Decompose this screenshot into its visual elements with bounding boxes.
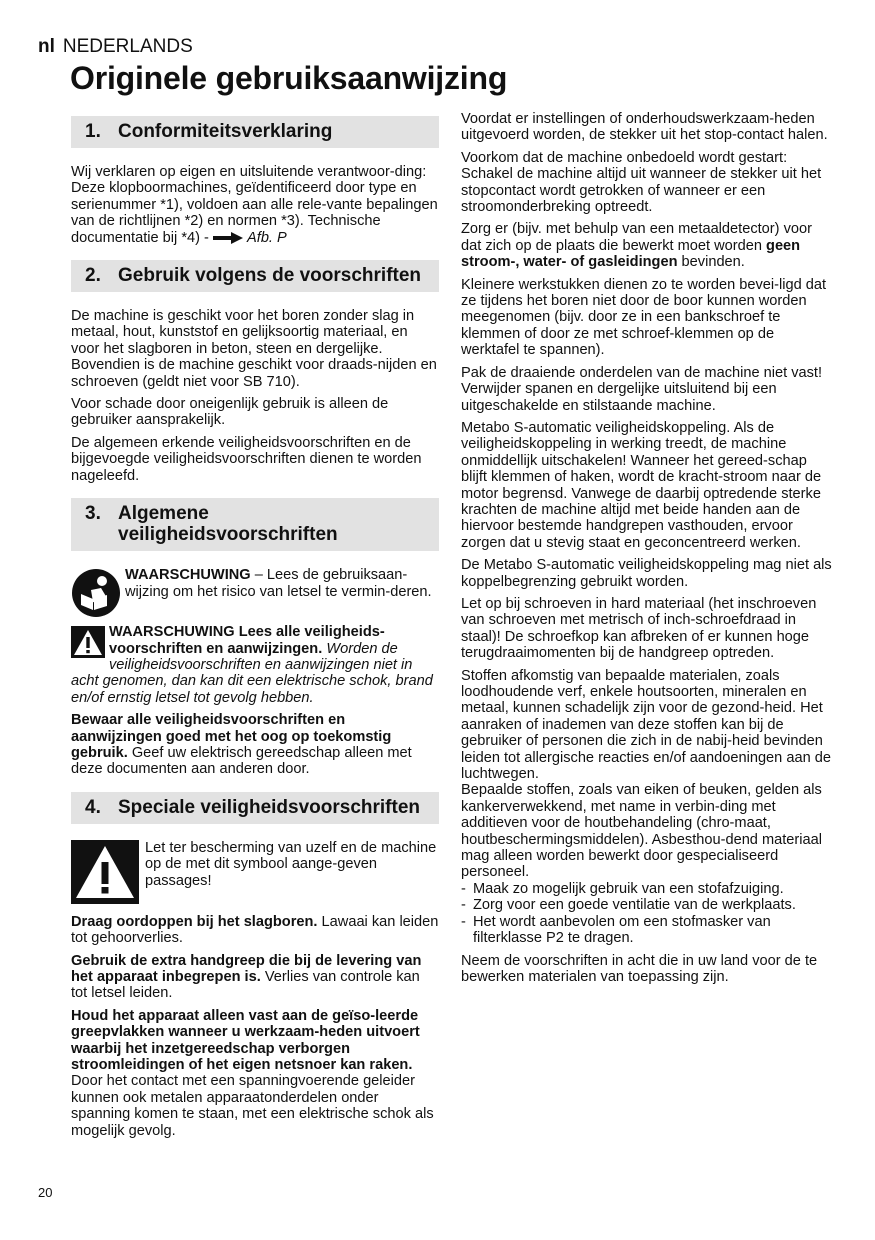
rotating-parts-paragraph: Pak de draaiende onderdelen van de machine niet vast! Verwijder spanen en dergelijke uitsluitend bij een uitgeschakelde en stilstaande machine. bbox=[461, 364, 823, 414]
section-1-heading bbox=[71, 116, 439, 148]
section-title: Gebruik volgens de voorschriften bbox=[118, 265, 422, 287]
list-item: - Zorg voor een goede ventilatie van de werkplaats. bbox=[461, 897, 833, 913]
list-item: - Maak zo mogelijk gebruik van een stofafzuiging. bbox=[461, 881, 833, 897]
usage-paragraph: De machine is geschikt voor het boren zonder slag in metaal, hout, kunststof en gelijksoortig materiaal, en voor het slagboren in beton, steen en dergelijke. Bovendien is de machine geschikt voor draads-nijden en schroeven (geldt niet voor SB 710). bbox=[71, 308, 437, 390]
dust-paragraph: Stoffen afkomstig van bepaalde materialen, zoals loodhoudende verf, enkele houtsoorten, mineralen en metaal, kunnen schadelijk zijn voor de gezond-heid. Het aanraken of inademen van deze stoffen kan bij de gebruiker of personen die zich in de nabij-heid bevinden leiden tot allergische reacties en/of aandoeningen aan de luchtwegen. bbox=[461, 667, 831, 783]
section-number: 3. bbox=[85, 503, 101, 525]
insulated-grip-paragraph: Houd het apparaat alleen vast aan de geïso-leerde greepvlakken wanneer u werkzaam-heden uitvoert waarbij het inzetgereedschap verborgen stroomleidingen of het eigen netsnoer kan raken. Door het contact met een spanningvoerende geleider kunnen ook metalen apparaatonderdelen onder spanning komen te staan, met een elektrische schok als mogelijk gevolg. bbox=[71, 1007, 434, 1139]
symbol-note bbox=[71, 840, 439, 904]
local-regulations-paragraph: Neem de voorschriften in acht die in uw land voor de te bewerken materialen van toepassing zijn. bbox=[461, 952, 818, 985]
language-code: nl bbox=[38, 36, 55, 57]
symbol-note-text: Let ter bescherming van uzelf en de machine op de met dit symbool aange-geven passages! bbox=[145, 839, 437, 889]
section-title: Speciale veiligheidsvoorschriften bbox=[118, 796, 420, 818]
conformity-paragraph: Wij verklaren op eigen en uitsluitende verantwoor-ding: Deze klopboormachines, geïdentificeerd door type en serienummer *1), voldoen aan alle rele-vante bepalingen van de richtlijnen *2) en normen *3). Technische documentatie bij *4) - Afb. P bbox=[71, 164, 438, 246]
section-title: Algemene veiligheidsvoorschriften bbox=[118, 503, 338, 546]
right-column bbox=[461, 111, 833, 991]
page-title: Originele gebruiksaanwijzing bbox=[70, 60, 508, 96]
liability-paragraph: Voor schade door oneigenlijk gebruik is alleen de gebruiker aansprakelijk. bbox=[71, 396, 389, 429]
section-number: 4. bbox=[85, 796, 101, 818]
language-label bbox=[38, 36, 193, 58]
keep-instructions-paragraph: Bewaar alle veiligheidsvoorschriften en aanwijzingen goed met het oog op toekomstig gebruik. Geef uw elektrisch gereedschap alleen met deze documenten aan anderen door. bbox=[71, 712, 412, 778]
dust-measures-list bbox=[461, 881, 833, 947]
warning-label: WAARSCHUWING bbox=[125, 567, 251, 584]
hard-material-paragraph: Let op bij schroeven in hard materiaal (het inschroeven van schroeven met metrisch of inch-schroefdraad in staal)! De schroefkop kan afbreken of er kunnen hoge terugdraaimomenten bij de handgreep optreden. bbox=[461, 595, 817, 662]
read-manual-warning: WAARSCHUWING – Lees de gebruiksaan-wijzing om het risico van letsel te vermin-deren. bbox=[71, 567, 439, 618]
section-2-heading bbox=[71, 260, 439, 292]
warning-triangle-icon bbox=[71, 626, 105, 658]
warning-triangle-icon bbox=[71, 840, 139, 904]
unintended-start-paragraph: Voorkom dat de machine onbedoeld wordt gestart: Schakel de machine altijd uit wanneer de stekker uit het stopcontact wordt getrokken of wanneer er een stroomonderbreking optreedt. bbox=[461, 149, 822, 216]
section-number: 1. bbox=[85, 121, 101, 142]
maintenance-paragraph: Voordat er instellingen of onderhoudswerkzaam-heden uitgevoerd worden, de stekker uit het stop-contact halen. bbox=[461, 111, 828, 144]
small-workpieces-paragraph: Kleinere werkstukken dienen zo te worden bevei-ligd dat ze tijdens het boren niet door de boor kunnen worden meegenomen (bijv. door ze in een bankschroef te klemmen of door ze met schroef-klemmen op de werktafel te spannen). bbox=[461, 276, 827, 359]
detector-paragraph: Zorg er (bijv. met behulp van een metaaldetector) voor dat zich op de plaats die bewerkt moet worden geen stroom-, water- of gasleidingen bevinden. bbox=[461, 221, 812, 271]
regulations-paragraph: De algemeen erkende veiligheidsvoorschriften en de bijgevoegde veiligheidsvoorschriften dienen te worden nageleefd. bbox=[71, 434, 422, 484]
section-4-heading bbox=[71, 792, 439, 824]
carcinogen-paragraph: Bepaalde stoffen, zoals van eiken of beuken, gelden als kankerverwekkend, met name in verbin-ding met additieven voor de houtbehandeling (chro-maat, houtbeschermingsmiddelen). Asbesthou-dend materiaal mag alleen worden bewerkt door gespecialiseerd personeel. bbox=[461, 782, 823, 881]
page-number: 20 bbox=[38, 1185, 53, 1200]
section-number: 2. bbox=[85, 265, 101, 287]
safety-warning: WAARSCHUWING Lees alle veiligheids-voorschriften en aanwijzingen. Worden de veiligheidsvoorschriften en aanwijzingen niet in acht genomen, dan kan dit een elektrische schok, brand en/of ernstig letsel tot gevolg hebben. bbox=[71, 624, 433, 706]
read-manual-icon bbox=[71, 568, 121, 618]
left-column bbox=[71, 116, 439, 1145]
figure-ref: Afb. P bbox=[247, 229, 287, 246]
ear-protection-paragraph: Draag oordoppen bij het slagboren. Lawaai kan leiden tot gehoorverlies. bbox=[71, 913, 439, 947]
safety-clutch-paragraph: Metabo S-automatic veiligheidskoppeling. Als de veiligheidskoppeling in werking treedt, de machine onmiddellijk uitschakelen! Wanneer het gereed-schap blijft klemmen of haken, wordt de kracht-stroom naar de motor begrensd. Vanwege de daarbij optredende sterke krachten de machine altijd met beide handen aan de hiervoor bestemde handgrepen vasthouden, ervoor zorgen dat u stevig staat en geconcentreerd werken. bbox=[461, 419, 822, 551]
arrow-right-icon bbox=[213, 232, 243, 244]
extra-handle-paragraph: Gebruik de extra handgreep die bij de levering van het apparaat inbegrepen is. Verlies van controle kan tot letsel leiden. bbox=[71, 952, 422, 1002]
list-item: - Het wordt aanbevolen om een stofmasker van filterklasse P2 te dragen. bbox=[461, 914, 833, 947]
section-3-heading bbox=[71, 498, 439, 551]
section-title: Conformiteitsverklaring bbox=[118, 121, 333, 142]
language-name: NEDERLANDS bbox=[62, 36, 193, 57]
clutch-limit-paragraph: De Metabo S-automatic veiligheidskoppeling mag niet als koppelbegrenzing gebruikt worden. bbox=[461, 557, 832, 590]
